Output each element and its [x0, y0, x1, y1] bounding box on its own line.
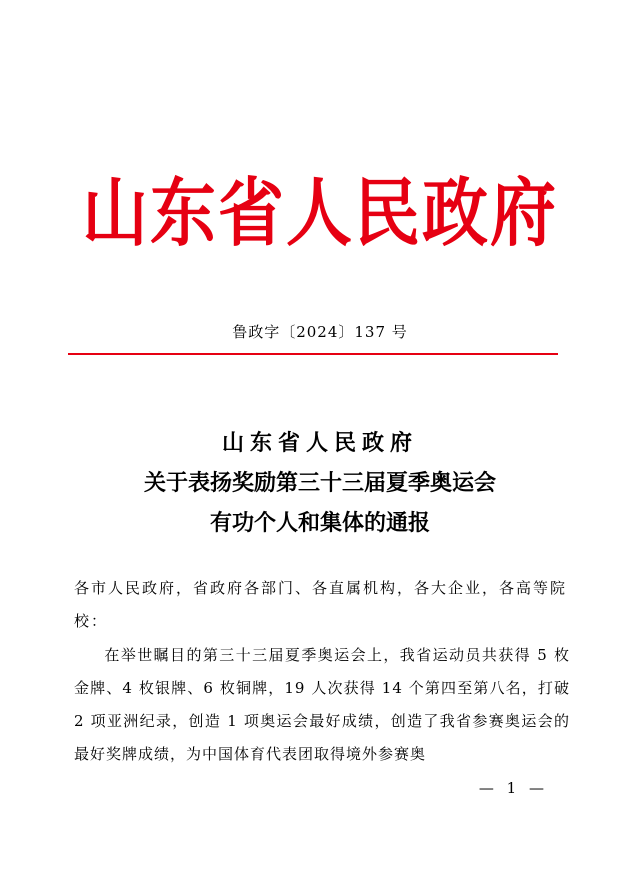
- paragraph-1-text: 在举世瞩目的第三十三届夏季奥运会上，我省运动员共获得 5 枚金牌、4 枚银牌、6 枚铜牌，19 人次获得 14 个第四至第八名，打破 2 项亚洲纪录，创造 1 项奥运会最好成绩，创造了我省参赛奥运会的最好奖牌成绩，为中国体育代表团取得境外参赛奥: [74, 646, 570, 763]
- red-divider-line: [68, 353, 558, 355]
- document-title: [0, 423, 640, 543]
- title-line-2: 关于表扬奖励第三十三届夏季奥运会: [143, 470, 496, 496]
- page-number: — 1 —: [478, 779, 548, 797]
- issuer-header: 山东省人民政府: [82, 169, 558, 257]
- document-number: 鲁政字〔2024〕137 号: [232, 323, 408, 341]
- title-line-1: 山东省人民政府: [221, 430, 418, 456]
- salutation: 各市人民政府，省政府各部门、各直属机构，各大企业，各高等院校：: [74, 579, 568, 630]
- body-paragraph: [74, 639, 570, 771]
- title-line-3: 有功个人和集体的通报: [209, 510, 430, 536]
